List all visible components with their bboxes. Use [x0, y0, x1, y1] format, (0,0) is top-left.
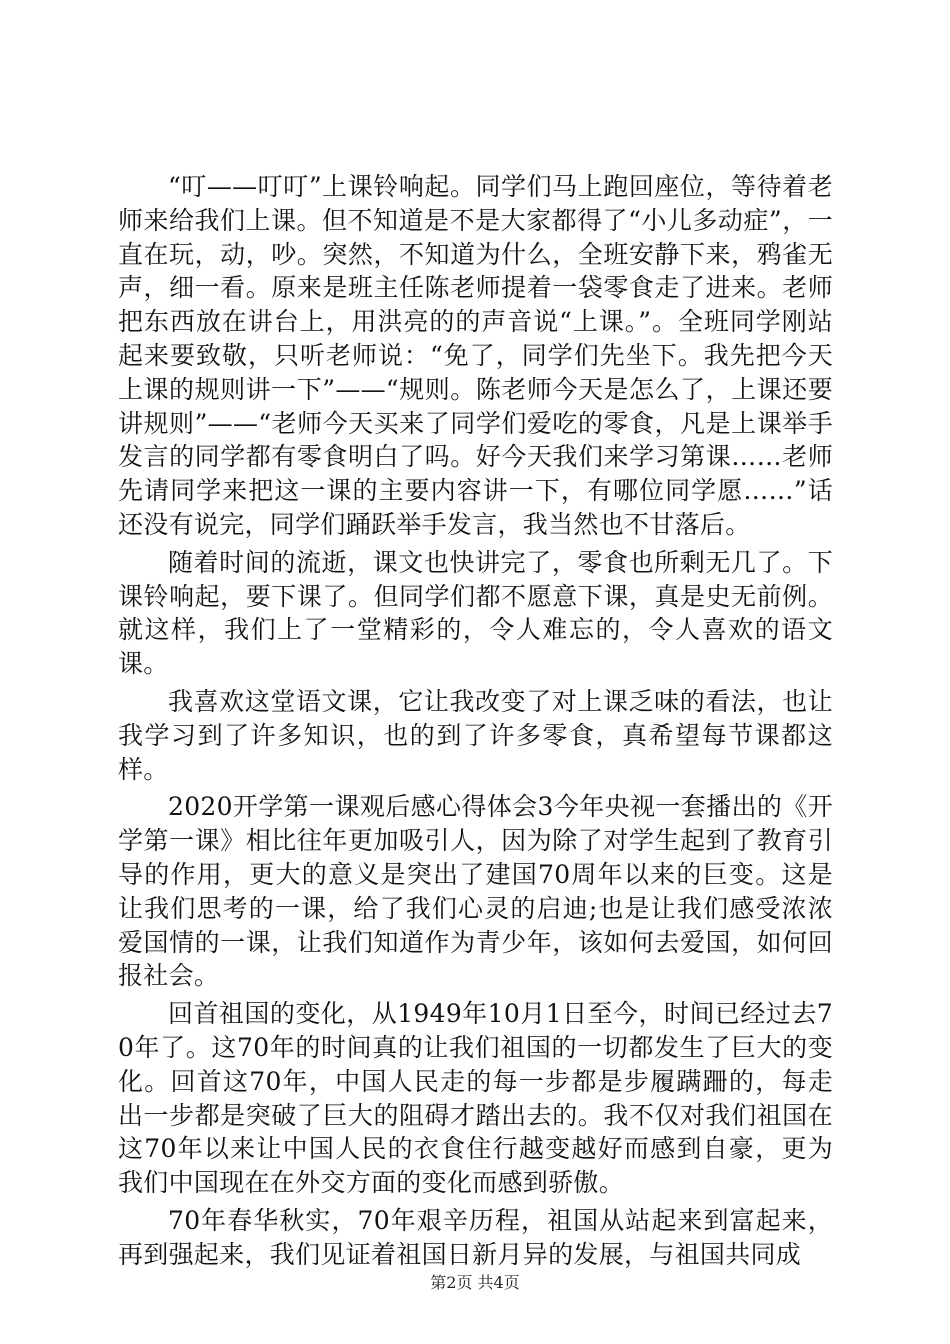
paragraph-70-years: 70年春华秋实，70年艰辛历程，祖国从站起来到富起来，再到强起来，我们见证着祖国日新月异的发展，与祖国共同成	[118, 1205, 833, 1269]
paragraph-reflection: 我喜欢这堂语文课，它让我改变了对上课乏味的看法，也让我学习到了许多知识，也的到了许多零食，真希望每节课都这样。	[118, 686, 833, 784]
document-body	[118, 170, 833, 1276]
paragraph-national-changes: 回首祖国的变化，从1949年10月1日至今，时间已经过去70年了。这70年的时间真的让我们祖国的一切都发生了巨大的变化。回首这70年，中国人民走的每一步都是步履蹒跚的，每走出一步都是突破了巨大的阻碍才踏出去的。我不仅对我们祖国在这70年以来让中国人民的衣食住行越变越好而感到自豪，更为我们中国现在在外交方面的变化而感到骄傲。	[118, 999, 833, 1198]
page-footer: 第2页 共4页	[430, 1273, 520, 1292]
paragraph-class-story: “叮——叮叮”上课铃响起。同学们马上跑回座位，等待着老师来给我们上课。但不知道是不是大家都得了“小儿多动症”，一直在玩，动，吵。突然，不知道为什么，全班安静下来，鸦雀无声，细一看。原来是班主任陈老师提着一袋零食走了进来。老师把东西放在讲台上，用洪亮的的声音说“上课。”。全班同学刚站起来要致敬，只听老师说：“免了，同学们先坐下。我先把今天上课的规则讲一下”——“规则。陈老师今天是怎么了，上课还要讲规则”——“老师今天买来了同学们爱吃的零食，凡是上课举手发言的同学都有零食明白了吗。好今天我们来学习第课……老师先请同学来把这一课的主要内容讲一下，有哪位同学愿……”话还没有说完，同学们踊跃举手发言，我当然也不甘落后。	[118, 172, 833, 539]
paragraph-essay-3-intro: 2020开学第一课观后感心得体会3今年央视一套播出的《开学第一课》相比往年更加吸引人，因为除了对学生起到了教育引导的作用，更大的意义是突出了建国70周年以来的巨变。这是让我们思考的一课，给了我们心灵的启迪;也是让我们感受浓浓爱国情的一课，让我们知道作为青少年，该如何去爱国，如何回报社会。	[118, 792, 833, 991]
paragraph-class-ending: 随着时间的流逝，课文也快讲完了，零食也所剩无几了。下课铃响起，要下课了。但同学们都不愿意下课，真是史无前例。就这样，我们上了一堂精彩的，令人难忘的，令人喜欢的语文课。	[118, 547, 833, 679]
